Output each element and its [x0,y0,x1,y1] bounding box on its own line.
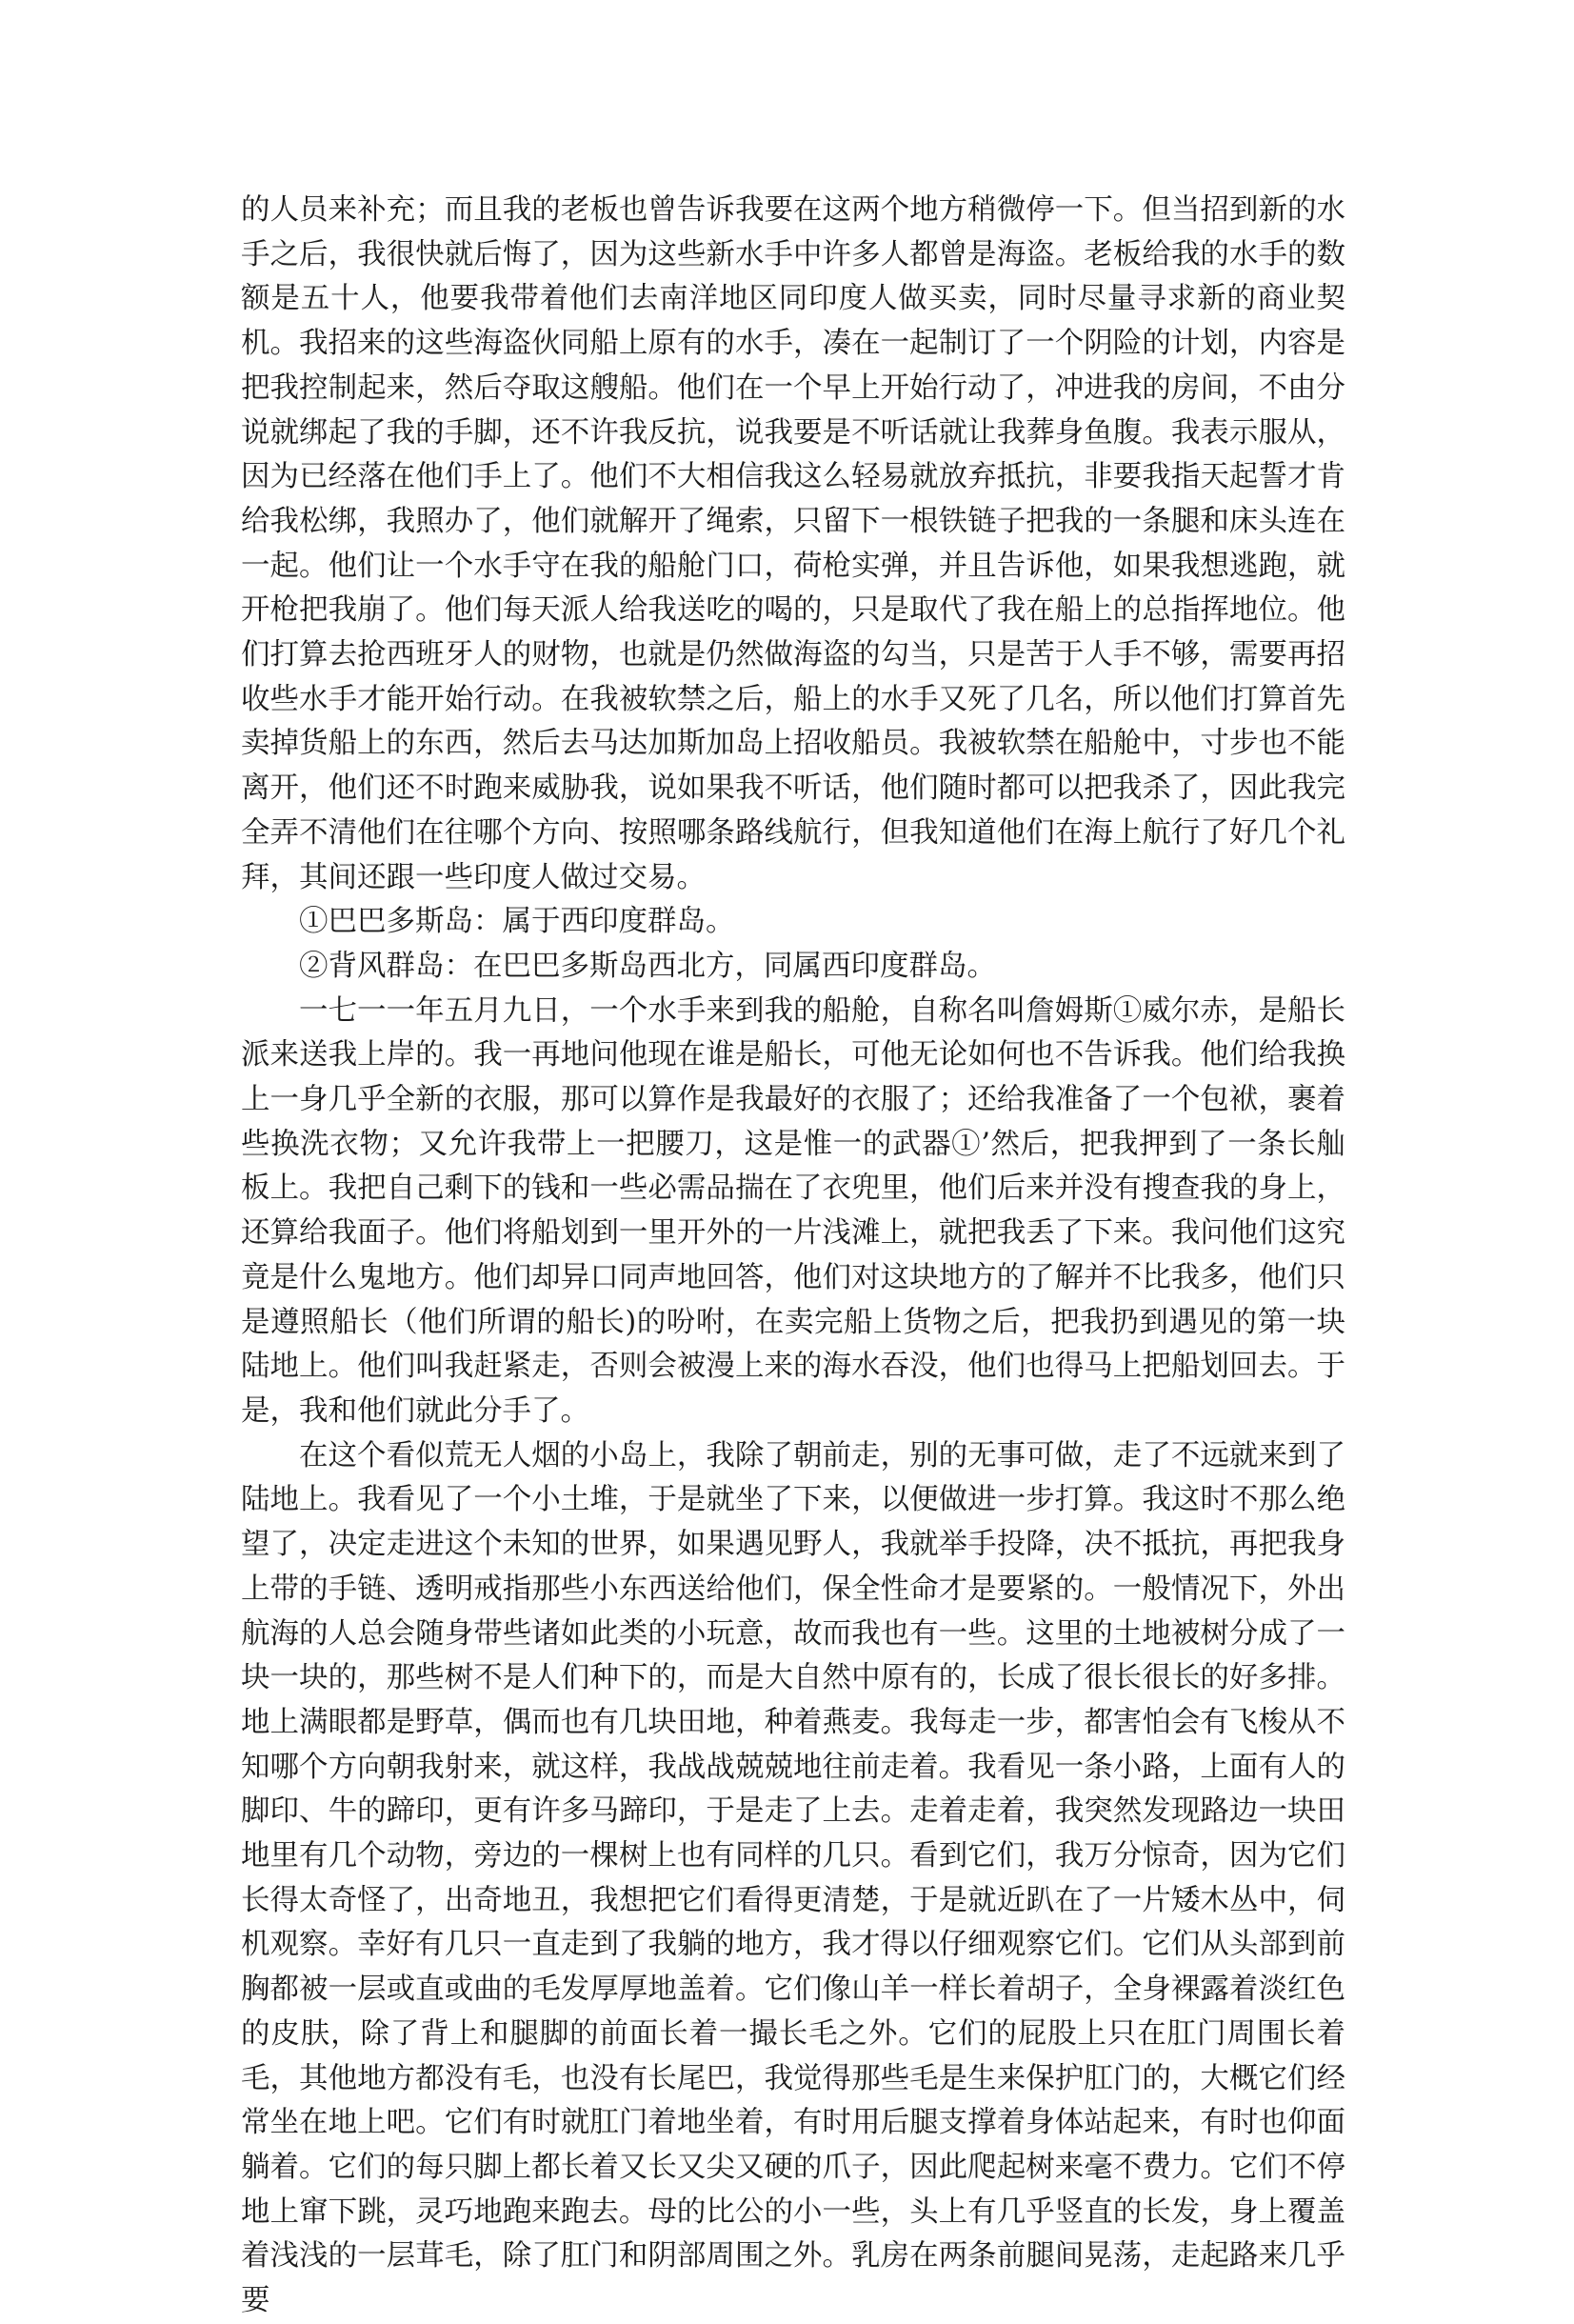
paragraph-1: 的人员来补充；而且我的老板也曾告诉我要在这两个地方稍微停一下。但当招到新的水手之后，我很快就后悔了，因为这些新水手中许多人都曾是海盗。老板给我的水手的数额是五十人，他要我带着他们去南洋地区同印度人做买卖，同时尽量寻求新的商业契机。我招来的这些海盗伙同船上原有的水手，凑在一起制订了一个阴险的计划，内容是把我控制起来，然后夺取这艘船。他们在一个早上开始行动了，冲进我的房间，不由分说就绑起了我的手脚，还不许我反抗，说我要是不听话就让我葬身鱼腹。我表示服从，因为已经落在他们手上了。他们不大相信我这么轻易就放弃抵抗，非要我指天起誓才肯给我松绑，我照办了，他们就解开了绳索，只留下一根铁链子把我的一条腿和床头连在一起。他们让一个水手守在我的船舱门口，荷枪实弹，并且告诉他，如果我想逃跑，就开枪把我崩了。他们每天派人给我送吃的喝的，只是取代了我在船上的总指挥地位。他们打算去抢西班牙人的财物，也就是仍然做海盗的勾当，只是苦于人手不够，需要再招收些水手才能开始行动。在我被软禁之后，船上的水手又死了几名，所以他们打算首先卖掉货船上的东西，然后去马达加斯加岛上招收船员。我被软禁在船舱中，寸步也不能离开，他们还不时跑来威胁我，说如果我不听话，他们随时都可以把我杀了，因此我完全弄不清他们在往哪个方向、按照哪条路线航行，但我知道他们在海上航行了好几个礼拜，其间还跟一些印度人做过交易。 [241,193,1345,894]
footnote-barbados: ①巴巴多斯岛：属于西印度群岛。 [299,905,735,939]
paragraph-3: 在这个看似荒无人烟的小岛上，我除了朝前走，别的无事可做，走了不远就来到了陆地上。我看见了一个小土堆，于是就坐了下来，以便做进一步打算。我这时不那么绝望了，决定走进这个未知的世界，如果遇见野人，我就举手投降，决不抵抗，再把我身上带的手链、透明戒指那些小东西送给他们，保全性命才是要紧的。一般情况下，外出航海的人总会随身带些诸如此类的小玩意，故而我也有一些。这里的土地被树分成了一块一块的，那些树不是人们种下的，而是大自然中原有的，长成了很长很长的好多排。地上满眼都是野草，偶而也有几块田地，种着燕麦。我每走一步，都害怕会有飞梭从不知哪个方向朝我射来，就这样，我战战兢兢地往前走着。我看见一条小路，上面有人的脚印、牛的蹄印，更有许多马蹄印，于是走了上去。走着走着，我突然发现路边一块田地里有几个动物，旁边的一棵树上也有同样的几只。看到它们，我万分惊奇，因为它们长得太奇怪了，出奇地丑，我想把它们看得更清楚，于是就近趴在了一片矮木丛中，伺机观察。幸好有几只一直走到了我躺的地方，我才得以仔细观察它们。它们从头部到前胸都被一层或直或曲的毛发厚厚地盖着。它们像山羊一样长着胡子，全身裸露着淡红色的皮肤，除了背上和腿脚的前面长着一撮长毛之外。它们的屁股上只在肛门周围长着毛，其他地方都没有毛，也没有长尾巴，我觉得那些毛是生来保护肛门的，大概它们经常坐在地上吧。它们有时就肛门着地坐着，有时用后腿支撑着身体站起来，有时也仰面躺着。它们的每只脚上都长着又长又尖又硬的爪子，因此爬起树来毫不费力。它们不停地上窜下跳，灵巧地跑来跑去。母的比公的小一些，头上有几乎竖直的长发，身上覆盖着浅浅的一层茸毛，除了肛门和阴部周围之外。乳房在两条前腿间晃荡，走起路来几乎要 [241,1438,1345,2318]
paragraph-2: 一七一一年五月九日，一个水手来到我的船舱，自称名叫詹姆斯①威尔赤，是船长派来送我上岸的。我一再地问他现在谁是船长，可他无论如何也不告诉我。他们给我换上一身几乎全新的衣服，那可以算作是我最好的衣服了；还给我准备了一个包袱，裹着些换洗衣物；又允许我带上一把腰刀，这是惟一的武器①’然后，把我押到了一条长舢板上。我把自己剩下的钱和一些必需品揣在了衣兜里，他们后来并没有搜查我的身上，还算给我面子。他们将船划到一里开外的一片浅滩上，就把我丢了下来。我问他们这究竟是什么鬼地方。他们却异口同声地回答，他们对这块地方的了解并不比我多，他们只是遵照船长（他们所谓的船长)的吩咐，在卖完船上货物之后，把我扔到遇见的第一块陆地上。他们叫我赶紧走，否则会被漫上来的海水吞没，他们也得马上把船划回去。于是，我和他们就此分手了。 [241,993,1345,1428]
footnote-leeward-islands: ②背风群岛：在巴巴多斯岛西北方，同属西印度群岛。 [299,949,996,983]
body-text [241,189,1345,2324]
